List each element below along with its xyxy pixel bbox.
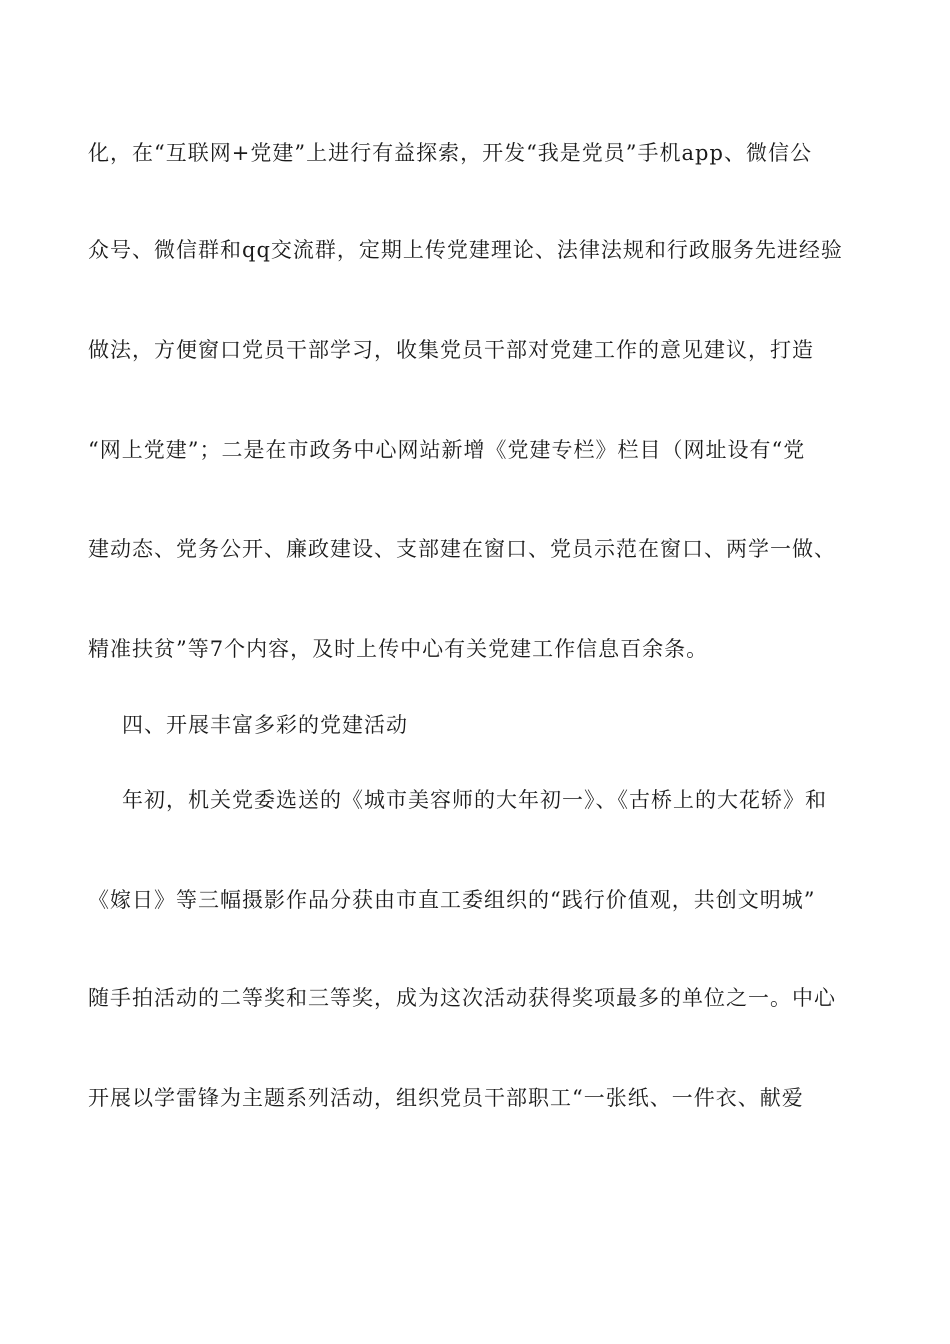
paragraph-line: 年初，机关党委选送的《城市美容师的大年初一》、《古桥上的大花轿》和 <box>122 788 827 812</box>
paragraph-line: 《嫁日》等三幅摄影作品分获由市直工委组织的“践行价值观，共创文明城” <box>88 888 816 912</box>
paragraph-line: 化，在“互联网+党建”上进行有益探索，开发“我是党员”手机app、微信公 <box>88 141 812 165</box>
paragraph-line: 建动态、党务公开、廉政建设、支部建在窗口、党员示范在窗口、两学一做、 <box>88 537 836 561</box>
paragraph-line: 精准扶贫”等7个内容，及时上传中心有关党建工作信息百余条。 <box>88 637 709 661</box>
paragraph-line: 随手拍活动的二等奖和三等奖，成为这次活动获得奖项最多的单位之一。中心 <box>88 986 836 1010</box>
paragraph-line: 做法，方便窗口党员干部学习，收集党员干部对党建工作的意见建议，打造 <box>88 338 814 362</box>
section-heading: 四、开展丰富多彩的党建活动 <box>122 713 408 737</box>
paragraph-line: 开展以学雷锋为主题系列活动，组织党员干部职工“一张纸、一件衣、献爱 <box>88 1086 804 1110</box>
paragraph-line: “网上党建”；二是在市政务中心网站新增《党建专栏》栏目（网址设有“党 <box>88 438 806 462</box>
paragraph-line: 众号、微信群和qq交流群，定期上传党建理论、法律法规和行政服务先进经验 <box>88 238 843 262</box>
